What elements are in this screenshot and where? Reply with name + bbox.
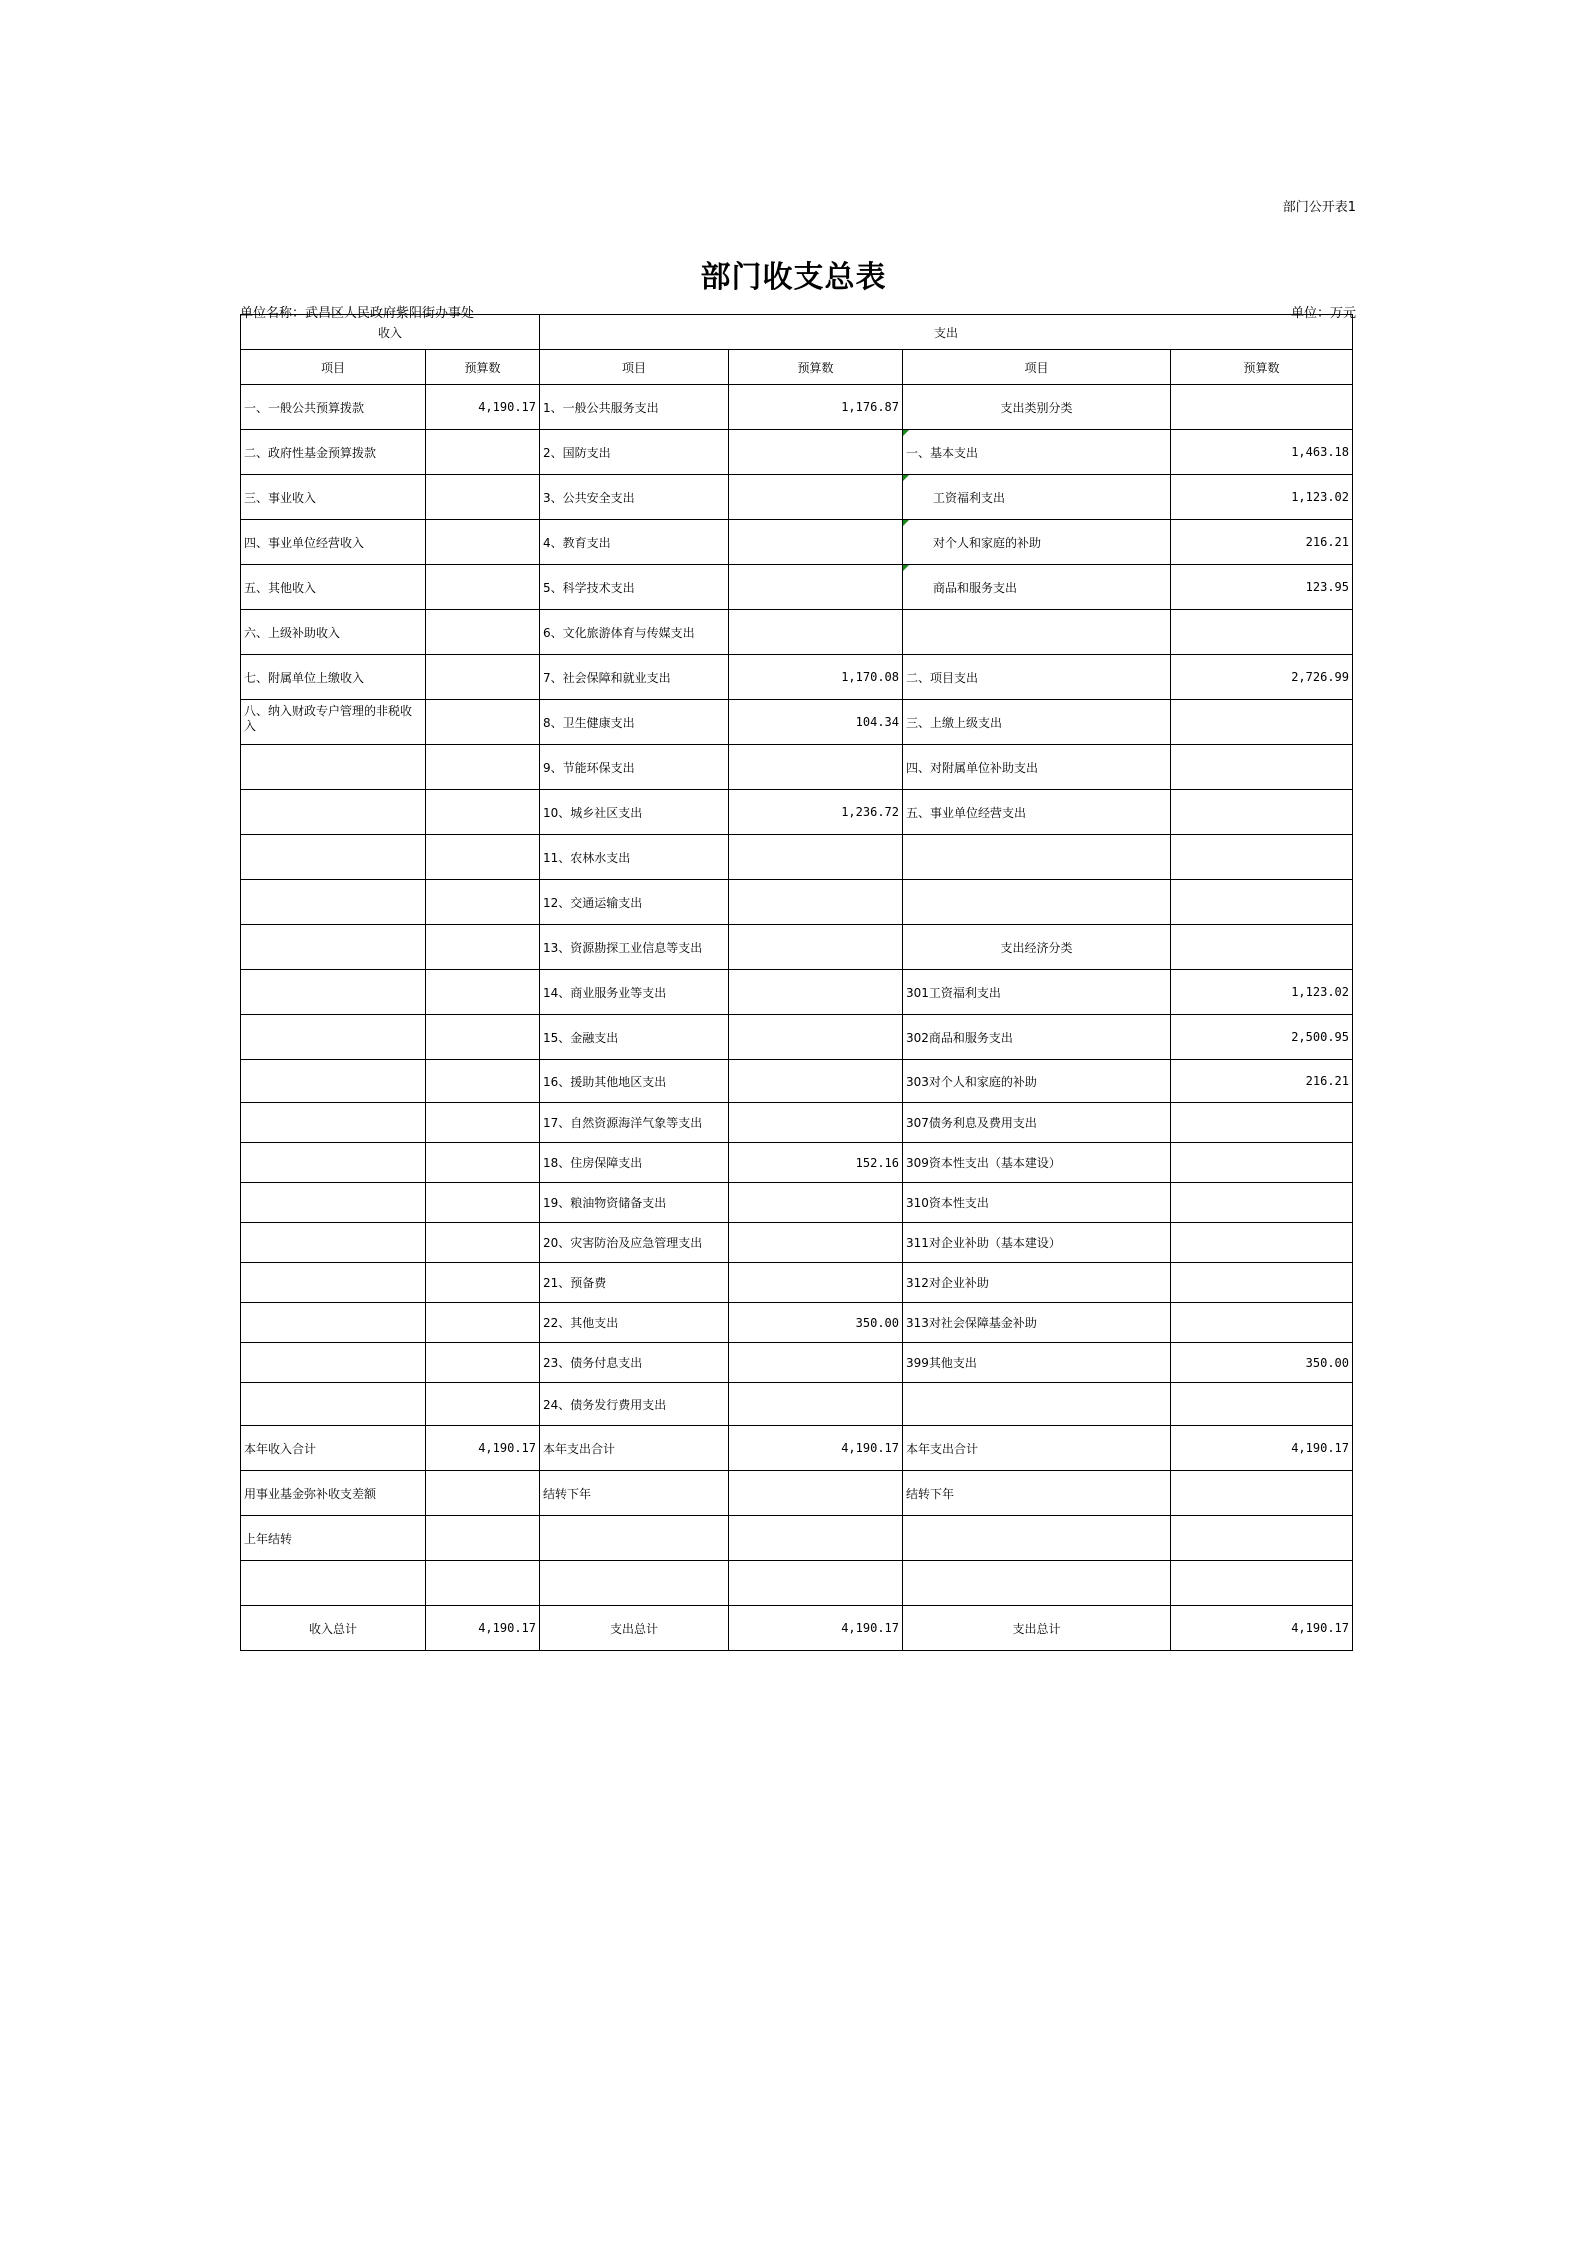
table-row <box>241 1103 1353 1143</box>
income-budget-cell <box>426 565 540 610</box>
class-budget-cell <box>1171 835 1353 880</box>
class-budget-cell <box>1171 1183 1353 1223</box>
income-budget-cell <box>426 1015 540 1060</box>
income-budget-cell <box>426 970 540 1015</box>
income-budget-cell <box>426 1183 540 1223</box>
class-item-cell: 三、上缴上级支出 <box>903 700 1171 745</box>
table-row <box>241 925 1353 970</box>
table-row <box>241 1263 1353 1303</box>
class-budget-cell <box>1171 1263 1353 1303</box>
class-total-label: 支出总计 <box>903 1606 1171 1651</box>
class-item-cell: 本年支出合计 <box>903 1426 1171 1471</box>
class-budget-cell: 350.00 <box>1171 1343 1353 1383</box>
expense-budget-cell <box>729 880 903 925</box>
expense-budget-cell: 152.16 <box>729 1143 903 1183</box>
income-item-cell <box>241 1561 426 1606</box>
class-budget-cell <box>1171 790 1353 835</box>
table-row <box>241 610 1353 655</box>
class-item-cell: 311对企业补助（基本建设） <box>903 1223 1171 1263</box>
income-item-cell <box>241 925 426 970</box>
expense-item-cell: 23、债务付息支出 <box>540 1343 729 1383</box>
class-item-cell: 对个人和家庭的补助 <box>903 520 1171 565</box>
income-budget-cell <box>426 1343 540 1383</box>
income-budget-cell <box>426 1223 540 1263</box>
class-item-cell: 309资本性支出（基本建设） <box>903 1143 1171 1183</box>
income-budget-cell <box>426 1263 540 1303</box>
expense-item-cell: 结转下年 <box>540 1471 729 1516</box>
income-budget-cell <box>426 1561 540 1606</box>
expense-budget-cell <box>729 1015 903 1060</box>
class-item-cell: 301工资福利支出 <box>903 970 1171 1015</box>
table-row <box>241 1471 1353 1516</box>
class-budget-cell <box>1171 1516 1353 1561</box>
table-row <box>241 1015 1353 1060</box>
class-budget-cell <box>1171 1143 1353 1183</box>
totals-row <box>241 1606 1353 1651</box>
expense-item-cell: 15、金融支出 <box>540 1015 729 1060</box>
class-budget-cell <box>1171 925 1353 970</box>
class-item-cell: 支出类别分类 <box>903 385 1171 430</box>
table-row <box>241 1303 1353 1343</box>
class-budget-cell: 1,463.18 <box>1171 430 1353 475</box>
class-item-cell <box>903 1516 1171 1561</box>
income-budget-cell <box>426 880 540 925</box>
expense-budget-cell: 1,176.87 <box>729 385 903 430</box>
income-item-cell: 一、一般公共预算拨款 <box>241 385 426 430</box>
income-budget-cell <box>426 430 540 475</box>
table-row <box>241 475 1353 520</box>
income-budget-cell: 4,190.17 <box>426 385 540 430</box>
expense-budget-cell <box>729 1263 903 1303</box>
class-item-cell: 二、项目支出 <box>903 655 1171 700</box>
table-row <box>241 1223 1353 1263</box>
expense-item-cell: 22、其他支出 <box>540 1303 729 1343</box>
class-item-cell: 工资福利支出 <box>903 475 1171 520</box>
class-budget-cell: 216.21 <box>1171 1060 1353 1103</box>
table-row <box>241 520 1353 565</box>
table-row <box>241 1143 1353 1183</box>
table-row <box>241 1561 1353 1606</box>
income-item-cell <box>241 1143 426 1183</box>
class-item-cell: 303对个人和家庭的补助 <box>903 1060 1171 1103</box>
class-budget-cell: 123.95 <box>1171 565 1353 610</box>
expense-item-cell: 3、公共安全支出 <box>540 475 729 520</box>
class-budget-cell <box>1171 1383 1353 1426</box>
expense-budget-cell <box>729 1383 903 1426</box>
class-item-cell: 302商品和服务支出 <box>903 1015 1171 1060</box>
expense-budget-cell: 350.00 <box>729 1303 903 1343</box>
expense-header: 支出 <box>540 315 1353 350</box>
class-item-cell: 313对社会保障基金补助 <box>903 1303 1171 1343</box>
class-budget-cell: 216.21 <box>1171 520 1353 565</box>
class-item-cell: 支出经济分类 <box>903 925 1171 970</box>
income-item-cell: 六、上级补助收入 <box>241 610 426 655</box>
income-item-cell <box>241 970 426 1015</box>
income-item-cell <box>241 880 426 925</box>
expense-budget-cell <box>729 430 903 475</box>
expense-item-cell: 17、自然资源海洋气象等支出 <box>540 1103 729 1143</box>
col-income-item: 项目 <box>241 350 426 385</box>
expense-budget-cell <box>729 1183 903 1223</box>
expense-budget-cell <box>729 565 903 610</box>
expense-item-cell: 7、社会保障和就业支出 <box>540 655 729 700</box>
class-budget-cell: 4,190.17 <box>1171 1426 1353 1471</box>
income-item-cell <box>241 835 426 880</box>
class-budget-cell <box>1171 1471 1353 1516</box>
col-expense-budget: 预算数 <box>729 350 903 385</box>
class-item-cell <box>903 610 1171 655</box>
unit-name: 单位名称：武昌区人民政府紫阳街办事处 <box>240 306 475 321</box>
class-budget-cell <box>1171 1303 1353 1343</box>
class-budget-cell: 1,123.02 <box>1171 475 1353 520</box>
col-class-budget: 预算数 <box>1171 350 1353 385</box>
expense-item-cell: 8、卫生健康支出 <box>540 700 729 745</box>
expense-item-cell: 16、援助其他地区支出 <box>540 1060 729 1103</box>
expense-budget-cell <box>729 970 903 1015</box>
section-header-row <box>241 315 1353 350</box>
class-item-cell: 310资本性支出 <box>903 1183 1171 1223</box>
expense-budget-cell <box>729 520 903 565</box>
expense-item-cell: 11、农林水支出 <box>540 835 729 880</box>
class-item-cell: 商品和服务支出 <box>903 565 1171 610</box>
table-row <box>241 385 1353 430</box>
budget-summary-table <box>240 314 1353 1651</box>
income-budget-cell <box>426 655 540 700</box>
income-budget-cell <box>426 700 540 745</box>
expense-budget-cell <box>729 1103 903 1143</box>
expense-item-cell: 1、一般公共服务支出 <box>540 385 729 430</box>
income-item-cell <box>241 1223 426 1263</box>
class-budget-cell <box>1171 1561 1353 1606</box>
income-budget-cell <box>426 610 540 655</box>
expense-item-cell: 24、债务发行费用支出 <box>540 1383 729 1426</box>
income-budget-cell <box>426 835 540 880</box>
expense-item-cell: 19、粮油物资储备支出 <box>540 1183 729 1223</box>
expense-budget-cell <box>729 1471 903 1516</box>
expense-item-cell: 本年支出合计 <box>540 1426 729 1471</box>
expense-item-cell: 21、预备费 <box>540 1263 729 1303</box>
expense-item-cell <box>540 1561 729 1606</box>
class-budget-cell <box>1171 700 1353 745</box>
column-header-row <box>241 350 1353 385</box>
class-budget-cell <box>1171 385 1353 430</box>
table-row <box>241 1183 1353 1223</box>
income-item-cell <box>241 1263 426 1303</box>
income-budget-cell <box>426 1471 540 1516</box>
income-item-cell <box>241 1015 426 1060</box>
expense-item-cell: 13、资源勘探工业信息等支出 <box>540 925 729 970</box>
page-title: 部门收支总表 <box>700 260 887 295</box>
income-item-cell <box>241 745 426 790</box>
class-item-cell: 四、对附属单位补助支出 <box>903 745 1171 790</box>
income-budget-cell <box>426 1103 540 1143</box>
expense-item-cell: 4、教育支出 <box>540 520 729 565</box>
income-budget-cell <box>426 790 540 835</box>
expense-item-cell: 9、节能环保支出 <box>540 745 729 790</box>
col-expense-item: 项目 <box>540 350 729 385</box>
expense-budget-cell: 4,190.17 <box>729 1426 903 1471</box>
expense-item-cell: 10、城乡社区支出 <box>540 790 729 835</box>
table-row <box>241 745 1353 790</box>
table-row <box>241 700 1353 745</box>
table-row <box>241 1383 1353 1426</box>
expense-item-cell: 6、文化旅游体育与传媒支出 <box>540 610 729 655</box>
income-budget-cell <box>426 1060 540 1103</box>
income-budget-cell <box>426 520 540 565</box>
income-budget-cell <box>426 1383 540 1426</box>
expense-budget-cell <box>729 1060 903 1103</box>
expense-total-value: 4,190.17 <box>729 1606 903 1651</box>
income-budget-cell <box>426 1303 540 1343</box>
class-total-value: 4,190.17 <box>1171 1606 1353 1651</box>
income-item-cell <box>241 1343 426 1383</box>
col-income-budget: 预算数 <box>426 350 540 385</box>
expense-item-cell: 12、交通运输支出 <box>540 880 729 925</box>
income-budget-cell <box>426 925 540 970</box>
table-row <box>241 790 1353 835</box>
class-item-cell <box>903 1561 1171 1606</box>
expense-budget-cell: 104.34 <box>729 700 903 745</box>
expense-budget-cell <box>729 1516 903 1561</box>
col-class-item: 项目 <box>903 350 1171 385</box>
expense-budget-cell <box>729 1561 903 1606</box>
income-budget-cell <box>426 475 540 520</box>
income-budget-cell <box>426 745 540 790</box>
class-item-cell: 307债务利息及费用支出 <box>903 1103 1171 1143</box>
income-item-cell: 用事业基金弥补收支差额 <box>241 1471 426 1516</box>
class-item-cell: 一、基本支出 <box>903 430 1171 475</box>
table-row <box>241 430 1353 475</box>
table-row <box>241 655 1353 700</box>
income-item-cell <box>241 1103 426 1143</box>
income-item-cell: 二、政府性基金预算拨款 <box>241 430 426 475</box>
income-item-cell: 七、附属单位上缴收入 <box>241 655 426 700</box>
income-item-cell <box>241 1383 426 1426</box>
income-item-cell <box>241 790 426 835</box>
expense-budget-cell: 1,236.72 <box>729 790 903 835</box>
income-item-cell: 三、事业收入 <box>241 475 426 520</box>
table-row <box>241 970 1353 1015</box>
class-item-cell: 五、事业单位经营支出 <box>903 790 1171 835</box>
expense-budget-cell <box>729 745 903 790</box>
class-budget-cell: 2,500.95 <box>1171 1015 1353 1060</box>
class-item-cell <box>903 835 1171 880</box>
table-row <box>241 1516 1353 1561</box>
class-item-cell: 399其他支出 <box>903 1343 1171 1383</box>
expense-budget-cell <box>729 835 903 880</box>
class-budget-cell <box>1171 1103 1353 1143</box>
expense-item-cell: 14、商业服务业等支出 <box>540 970 729 1015</box>
expense-item-cell: 2、国防支出 <box>540 430 729 475</box>
income-item-cell: 八、纳入财政专户管理的非税收入 <box>241 700 426 745</box>
class-item-cell <box>903 1383 1171 1426</box>
income-item-cell: 四、事业单位经营收入 <box>241 520 426 565</box>
expense-item-cell: 18、住房保障支出 <box>540 1143 729 1183</box>
table-row <box>241 835 1353 880</box>
class-budget-cell <box>1171 745 1353 790</box>
table-row <box>241 880 1353 925</box>
income-header: 收入 <box>241 315 540 350</box>
expense-budget-cell <box>729 925 903 970</box>
class-budget-cell: 1,123.02 <box>1171 970 1353 1015</box>
income-item-cell: 上年结转 <box>241 1516 426 1561</box>
class-budget-cell <box>1171 880 1353 925</box>
class-item-cell <box>903 880 1171 925</box>
income-item-cell <box>241 1303 426 1343</box>
expense-item-cell <box>540 1516 729 1561</box>
income-budget-cell <box>426 1143 540 1183</box>
table-row <box>241 1060 1353 1103</box>
expense-item-cell: 20、灾害防治及应急管理支出 <box>540 1223 729 1263</box>
income-total-value: 4,190.17 <box>426 1606 540 1651</box>
income-total-label: 收入总计 <box>241 1606 426 1651</box>
table-row <box>241 565 1353 610</box>
class-item-cell: 结转下年 <box>903 1471 1171 1516</box>
income-budget-cell: 4,190.17 <box>426 1426 540 1471</box>
unit-label: 单位：万元 <box>1290 306 1356 321</box>
table-row <box>241 1426 1353 1471</box>
expense-total-label: 支出总计 <box>540 1606 729 1651</box>
income-item-cell <box>241 1183 426 1223</box>
expense-budget-cell <box>729 610 903 655</box>
class-budget-cell: 2,726.99 <box>1171 655 1353 700</box>
expense-budget-cell <box>729 1223 903 1263</box>
expense-budget-cell: 1,170.08 <box>729 655 903 700</box>
table-code: 部门公开表1 <box>1282 200 1356 215</box>
income-item-cell: 本年收入合计 <box>241 1426 426 1471</box>
class-budget-cell <box>1171 1223 1353 1263</box>
table-row <box>241 1343 1353 1383</box>
class-item-cell: 312对企业补助 <box>903 1263 1171 1303</box>
income-budget-cell <box>426 1516 540 1561</box>
class-budget-cell <box>1171 610 1353 655</box>
income-item-cell: 五、其他收入 <box>241 565 426 610</box>
expense-budget-cell <box>729 475 903 520</box>
expense-budget-cell <box>729 1343 903 1383</box>
expense-item-cell: 5、科学技术支出 <box>540 565 729 610</box>
income-item-cell <box>241 1060 426 1103</box>
